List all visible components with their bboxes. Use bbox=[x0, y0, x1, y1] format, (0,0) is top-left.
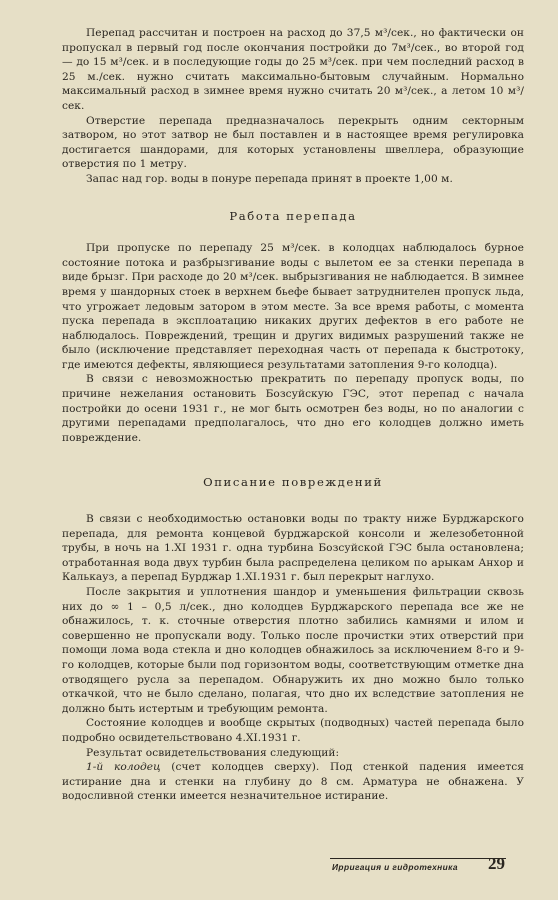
paragraph-result-intro: Результат освидетельствования следующий: bbox=[86, 746, 340, 759]
page-body bbox=[62, 26, 524, 804]
page-footer bbox=[330, 854, 520, 880]
paragraph-gate: Отверстие перепада предназначалось перекрыть одним секторным затвором, но этот затвор не был поставлен и в настоящее время регулировка достигается шандорами, для которых установлены швеллера, образующие отверстия по 1 метру. bbox=[62, 114, 524, 171]
paragraph-inspection-impossible: В связи с невозможностью прекратить по перепаду пропуск воды, по причине нежелания остановить Бозсуйскую ГЭС, этот перепад с начала постройки до осени 1931 г., не мог быть осмотрен без воды, но по аналогии с другими перепадами предполагалось, что дно его колодцев должно иметь повреждение. bbox=[62, 373, 524, 444]
paragraph-freeboard: Запас над гор. воды в понуре перепада принят в проекте 1,00 м. bbox=[86, 172, 453, 185]
paragraph-shutdown: В связи с необходимостью остановки воды по тракту ниже Бурджарского перепада, для ремонта концевой бурджарской консоли и железобетонной трубы, в ночь на 1.XI 1931 г. одна турбина Бозсуйской ГЭС была остановлена; отработанная вода двух турбин была распределена целиком по арыкам Анхор и Калькауз, а перепад Бурджар 1.XI.1931 г. был перекрыт наглухо. bbox=[62, 513, 524, 584]
section-title-operation: Работа перепада bbox=[229, 208, 357, 223]
paragraph-draining: После закрытия и уплотнения шандор и уменьшения фильтрации сквозь них до ∞ 1 – 0,5 л/сек., дно колодцев Бурджарского перепада все же не обнажилось, т. к. сточные отверстия плотно забились камнями и илом и совершенно не пропускали воду. Только после прочистки этих отверстий при помощи лома вода стекла и дно колодцев обнажилось за исключением 8-го и 9-го колодцев, которые были под горизонтом воды, соответствующим отметке дна отводящего русла за перепадом. Обнаружить их дно можно было только откачкой, что не было сделано, полагая, что дно их вследствие затопления не должно быть истертым и требующим ремонта. bbox=[62, 586, 524, 715]
paragraph-well-1 bbox=[62, 760, 524, 804]
footer-rule bbox=[330, 858, 506, 859]
well-1-label: 1-й колодец bbox=[86, 761, 161, 774]
paragraph-design-flow: Перепад рассчитан и построен на расход до 37,5 м³/сек., но фактически он пропускал в первый год после окончания постройки до 7м³/сек., во второй год — до 15 м³/сек. и в последующие годы до 25 м³/сек. при чем последний расход в 25 м./сек. нужно считать максимально-бытовым случайным. Нормально максимальный расход в зимнее время нужно считать 20 м³/сек., а летом 10 м³/сек. bbox=[62, 27, 524, 112]
paragraph-operation: При пропуске по перепаду 25 м³/сек. в колодцах наблюдалось бурное состояние потока и разбрызгивание воды с вылетом ее за стенки перепада в виде брызг. При расходе до 20 м³/сек. выбрызгивания не наблюдается. В зимнее время у шандорных стоек в верхнем бьефе бывает затруднителен пропуск льда, что угрожает ледовым затором в этом месте. За все время работы, с момента пуска перепада в эксплоатацию никаких других дефектов в его работе не наблюдалось. Повреждений, трещин и других видимых разрушений также не было (исключение представляет переходная часть от перепада к быстротоку, где имеются дефекты, являющиеся результатами затопления 9-го колодца). bbox=[62, 242, 524, 371]
section-title-damage: Описание повреждений bbox=[203, 475, 383, 490]
running-title: Ирригация и гидротехника bbox=[332, 862, 458, 872]
well-1-text: (счет колодцев сверху). Под стенкой падения имеется истирание дна и стенки на глубину до 8 см. Арматура не обнажена. У водосливной стенки имеется незначительное истирание. bbox=[62, 761, 525, 803]
page-number: 29 bbox=[488, 854, 505, 873]
paragraph-survey-date: Состояние колодцев и вообще скрытых (подводных) частей перепада было подробно освидетельствовано 4.XI.1931 г. bbox=[62, 717, 524, 744]
